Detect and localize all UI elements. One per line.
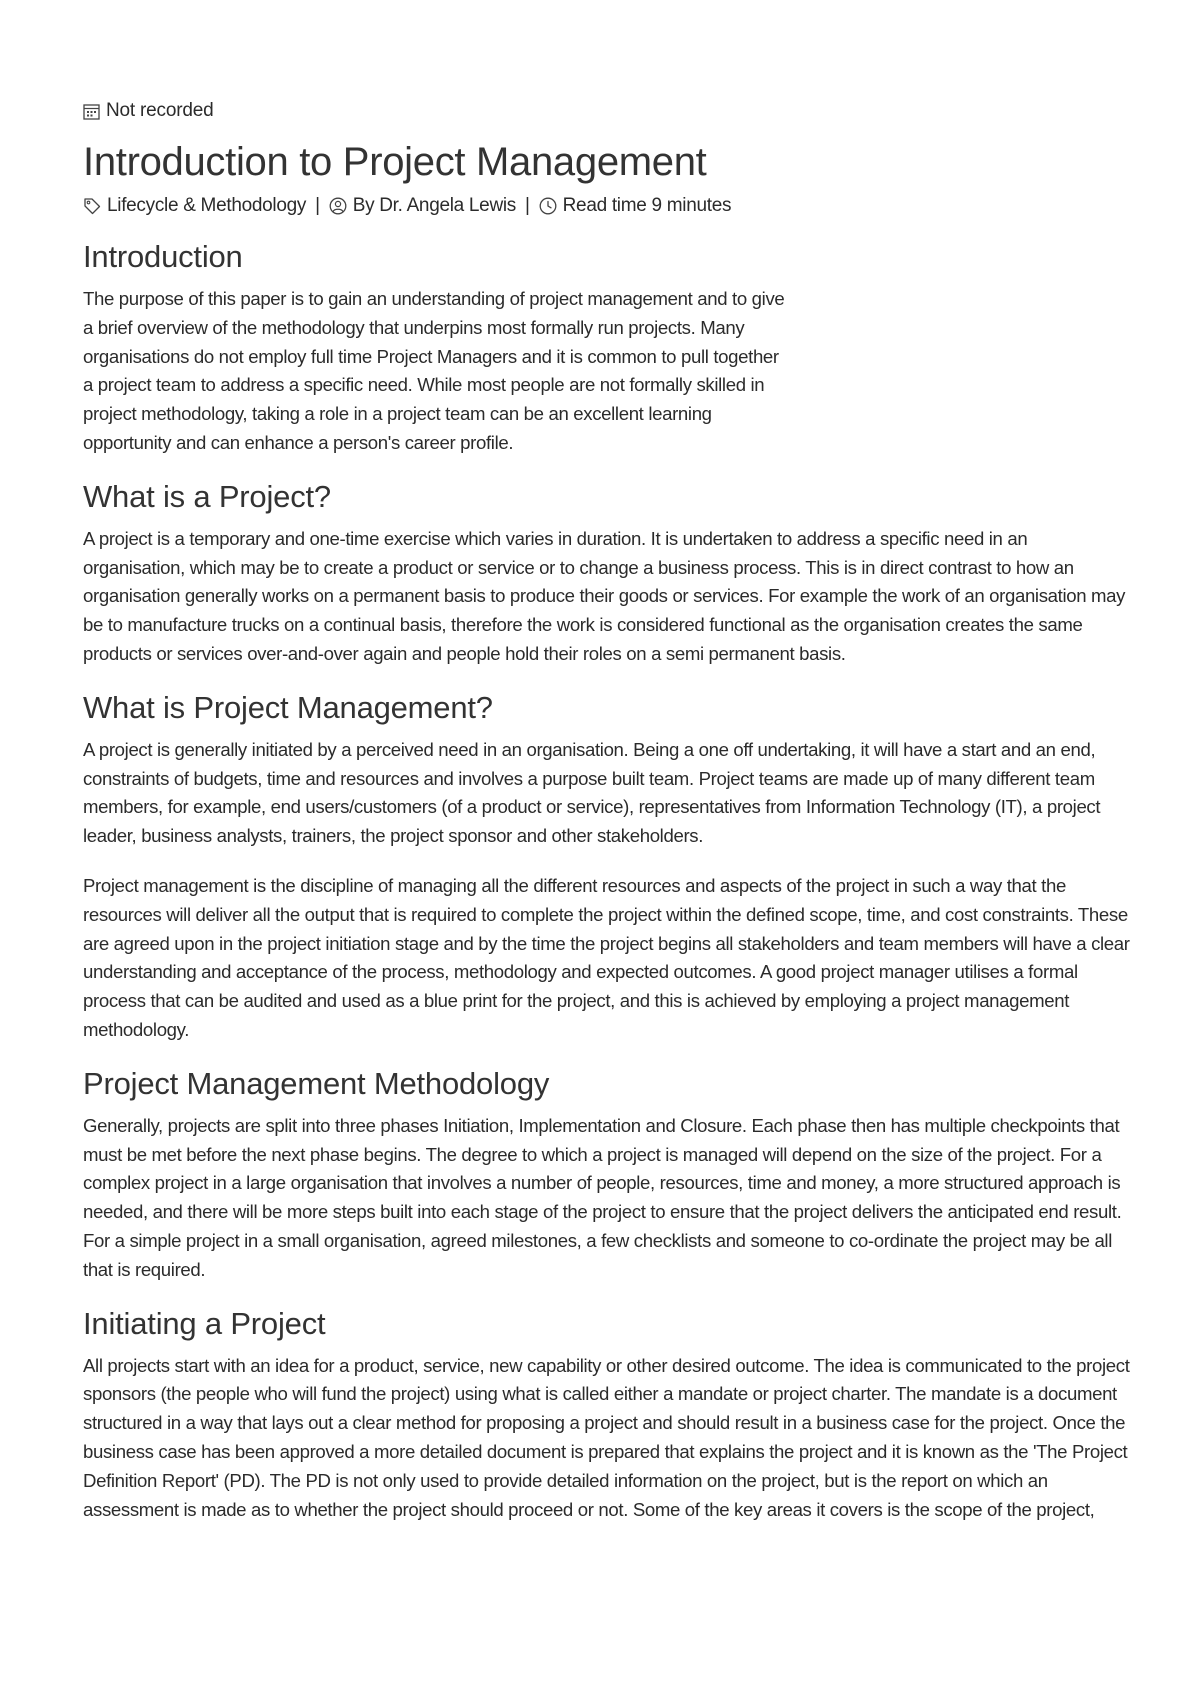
section-what-is-a-project bbox=[83, 479, 1133, 669]
paragraph: The purpose of this paper is to gain an understanding of project management and to give a brief overview of the methodology that underpins most formally run projects. Many organisations do not employ full time Project Managers and it is common to pull together a project team to address a specific need. While most people are not formally skilled in project methodology, taking a role in a project team can be an excellent learning opportunity and can enhance a person's career profile. bbox=[83, 288, 785, 453]
article-meta bbox=[83, 195, 1133, 217]
article bbox=[83, 100, 1133, 1545]
paragraph: A project is generally initiated by a perceived need in an organisation. Being a one off undertaking, it will have a start and an end, constraints of budgets, time and resources and involves a purpose built team. Project teams are made up of many different team members, for example, end users/customers (of a product or service), representatives from Information Technology (IT), a project leader, business analysts, trainers, the project sponsor and other stakeholders. bbox=[83, 738, 1101, 847]
section-heading: Introduction bbox=[83, 239, 243, 274]
paragraph: A project is a temporary and one-time exercise which varies in duration. It is undertaken to address a specific need in an organisation, which may be to create a product or service or to change a business process. This is in direct contrast to how an organisation generally works on a permanent basis to produce their goods or services. For example the work of an organisation may be to manufacture trucks on a continual basis, therefore the work is considered functional as the organisation creates the same products or services over-and-over again and people hold their roles on a semi permanent basis. bbox=[83, 527, 1126, 664]
section-heading: Project Management Methodology bbox=[83, 1065, 550, 1101]
paragraph: Project management is the discipline of managing all the different resources and aspects of the project in such a way that the resources will deliver all the output that is required to complete the project within the defined scope, time, and cost constraints. These are agreed upon in the project initiation stage and by the time the project begins all stakeholders and team members will have a clear understanding and acceptance of the process, methodology and expected outcomes. A good project manager utilises a formal process that can be audited and used as a blue print for the project, and this is achieved by employing a project management methodology. bbox=[83, 874, 1130, 1040]
meta-separator: | bbox=[315, 195, 320, 216]
section-initiating-a-project bbox=[83, 1306, 1133, 1525]
section-heading: Initiating a Project bbox=[83, 1305, 326, 1341]
section-heading: What is a Project? bbox=[83, 478, 331, 514]
clock-icon bbox=[539, 197, 557, 215]
section-what-is-project-management bbox=[83, 690, 1133, 1045]
meta-separator: | bbox=[524, 195, 530, 216]
tag-icon bbox=[83, 197, 101, 215]
calendar-icon bbox=[83, 103, 100, 120]
paragraph: Generally, projects are split into three phases Initiation, Implementation and Closure. Each phase then has multiple checkpoints that must be met before the next phase begins. The degree to which a project is managed will depend on the size of the project. For a complex project in a large organisation that involves a number of people, resources, time and money, a more structured approach is needed, and there will be more steps built into each stage of the project to ensure that the project delivers the anticipated end result. For a simple project in a small organisation, agreed milestones, a few checklists and someone to co-ordinate the project may be all that is required. bbox=[83, 1114, 1122, 1280]
page-title: Introduction to Project Management bbox=[83, 140, 707, 184]
status-label: Not recorded bbox=[106, 100, 214, 121]
author-name: By Dr. Angela Lewis bbox=[352, 195, 516, 216]
record-status bbox=[83, 100, 1133, 122]
read-time: Read time 9 minutes bbox=[562, 195, 732, 216]
category-link[interactable]: Lifecycle & Methodology bbox=[107, 195, 307, 216]
section-introduction bbox=[83, 239, 1133, 458]
user-icon bbox=[329, 197, 347, 215]
section-project-management-methodology bbox=[83, 1066, 1133, 1285]
paragraph: All projects start with an idea for a product, service, new capability or other desired outcome. The idea is communicated to the project sponsors (the people who will fund the project) using what is called either a mandate or project charter. The mandate is a document structured in a way that lays out a clear method for proposing a project and should result in a business case for the project. Once the business case has been approved a more detailed document is prepared that explains the project and it is known as the 'The Project Definition Report' (PD). The PD is not only used to provide detailed information on the project, but is the report on which an assessment is made as to whether the project should proceed or not. Some of the key areas it covers is the scope of the project, bbox=[83, 1354, 1130, 1520]
section-heading: What is Project Management? bbox=[83, 689, 493, 725]
